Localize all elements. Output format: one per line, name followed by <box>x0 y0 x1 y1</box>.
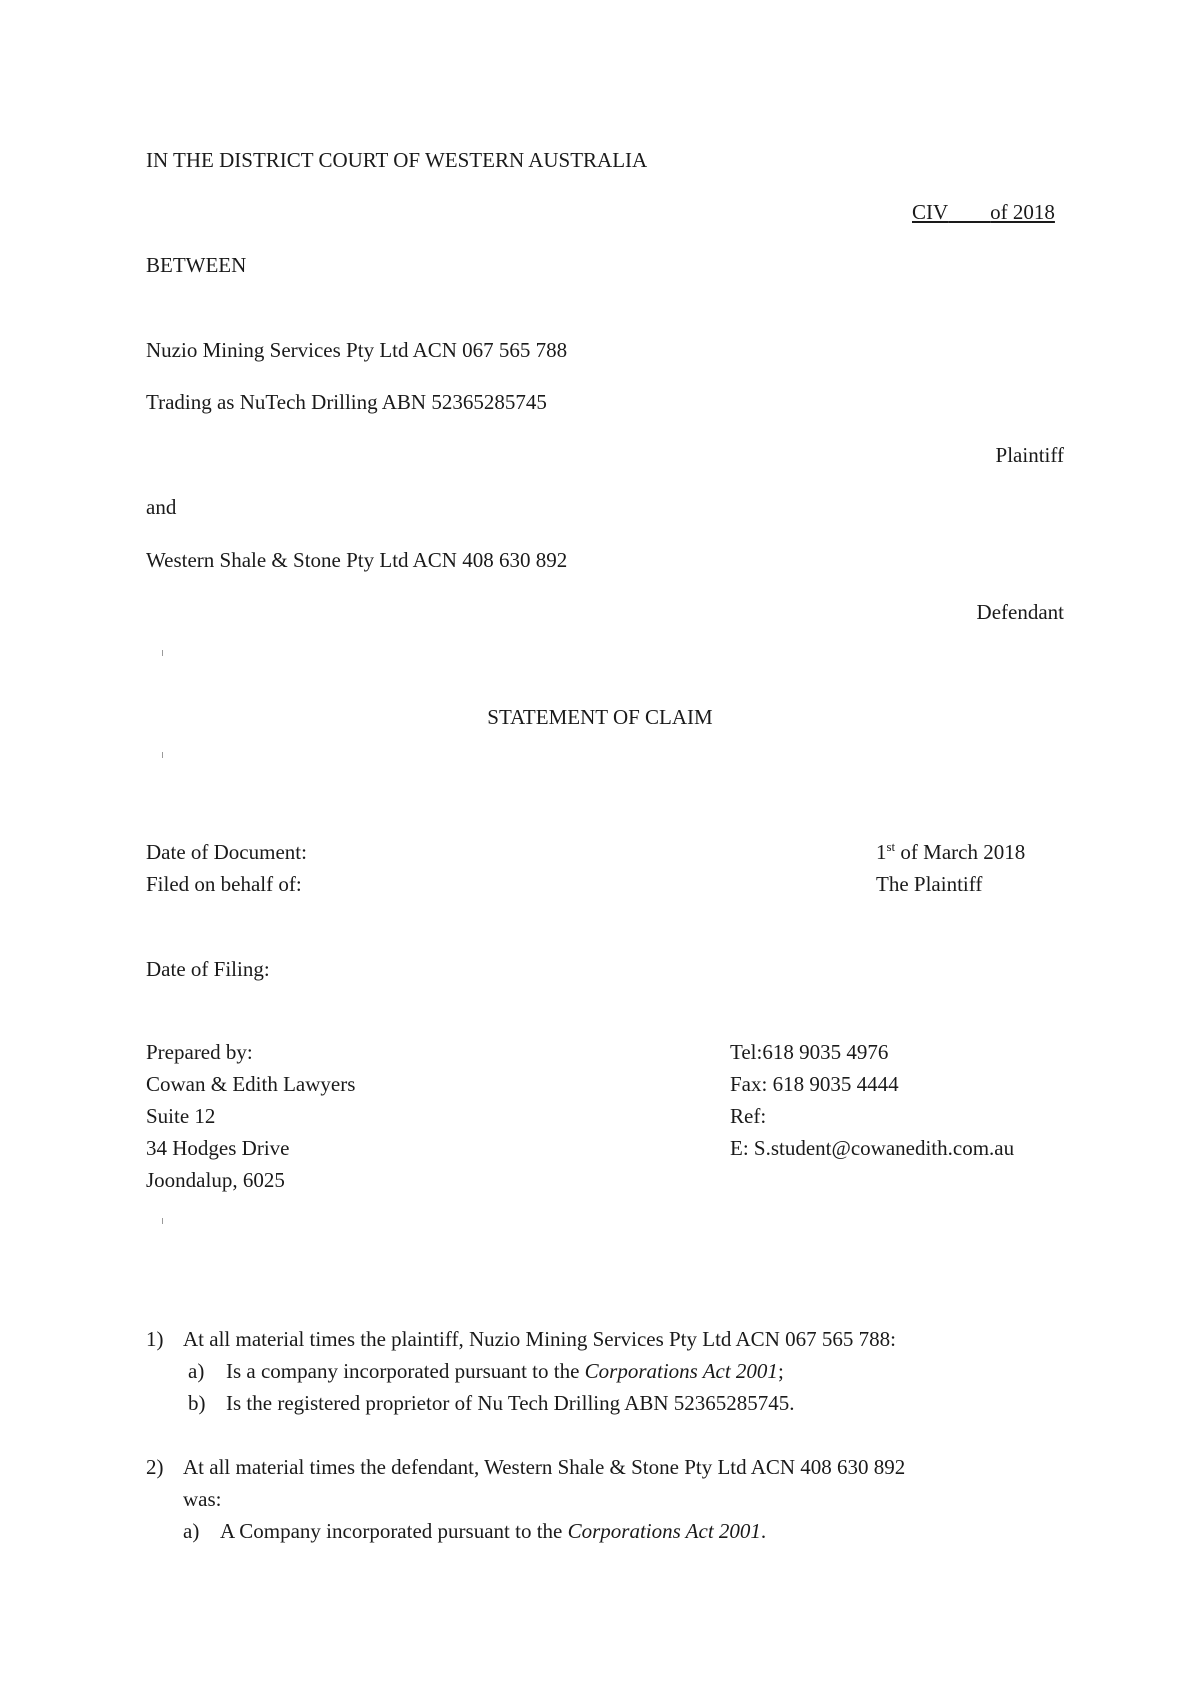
defendant-label: Defendant <box>976 600 1064 624</box>
claim-2a-post: . <box>760 1519 767 1543</box>
reference: Ref: <box>730 1104 767 1128</box>
date-of-filing-label: Date of Filing: <box>146 957 270 981</box>
date-of-document-value <box>876 840 1025 865</box>
contact-block <box>730 1036 1014 1164</box>
between-label: BETWEEN <box>146 253 247 277</box>
claim-1b-text: Is the registered proprietor of Nu Tech Drilling ABN 52365285745. <box>226 1391 795 1415</box>
claim-2-text-line2: was: <box>183 1487 222 1511</box>
claim-1b-number: b) <box>188 1391 206 1415</box>
claim-2a-text <box>220 1519 766 1544</box>
case-gap <box>948 200 990 224</box>
date-day: 1 <box>876 840 887 864</box>
telephone: Tel:618 9035 4976 <box>730 1040 889 1064</box>
firm-suburb: Joondalup, 6025 <box>146 1168 285 1192</box>
claim-1-number: 1) <box>146 1327 164 1351</box>
defendant-name: Western Shale & Stone Pty Ltd ACN 408 630 892 <box>146 548 568 572</box>
court-heading: IN THE DISTRICT COURT OF WESTERN AUSTRALIA <box>146 148 648 172</box>
filed-on-behalf-label: Filed on behalf of: <box>146 872 302 896</box>
plaintiff-label: Plaintiff <box>995 443 1064 467</box>
claim-2-text-line1: At all material times the defendant, Western Shale & Stone Pty Ltd ACN 408 630 892 <box>183 1455 906 1479</box>
claim-2a-number: a) <box>183 1519 200 1543</box>
and-label: and <box>146 495 177 519</box>
claim-1a-post: ; <box>777 1359 784 1383</box>
case-prefix: CIV <box>912 200 949 224</box>
claim-1a-number: a) <box>188 1359 205 1383</box>
paragraph-mark <box>162 752 163 758</box>
fax: Fax: 618 9035 4444 <box>730 1072 899 1096</box>
claim-2a-act: Corporations Act 2001 <box>567 1519 761 1543</box>
document-title: STATEMENT OF CLAIM <box>487 705 713 729</box>
claim-1a-act: Corporations Act 2001 <box>584 1359 778 1383</box>
email: E: S.student@cowanedith.com.au <box>730 1136 1015 1160</box>
prepared-by-label: Prepared by: <box>146 1040 253 1064</box>
firm-name: Cowan & Edith Lawyers <box>146 1072 356 1096</box>
case-number <box>912 200 1055 225</box>
claim-1a-pre: Is a company incorporated pursuant to the <box>226 1359 585 1383</box>
date-ordinal: st <box>886 839 896 854</box>
filed-on-behalf-value: The Plaintiff <box>876 872 983 896</box>
paragraph-mark <box>162 1218 163 1224</box>
plaintiff-trading: Trading as NuTech Drilling ABN 52365285745 <box>146 390 547 414</box>
plaintiff-name: Nuzio Mining Services Pty Ltd ACN 067 565 788 <box>146 338 568 362</box>
case-suffix: of 2018 <box>990 200 1055 224</box>
paragraph-mark <box>162 650 163 656</box>
date-rest: of March 2018 <box>895 840 1026 864</box>
firm-suite: Suite 12 <box>146 1104 216 1128</box>
date-of-document-label: Date of Document: <box>146 840 307 864</box>
firm-street: 34 Hodges Drive <box>146 1136 290 1160</box>
claim-1a-text <box>226 1359 784 1384</box>
claim-2-number: 2) <box>146 1455 164 1479</box>
prepared-by-block <box>146 1036 355 1196</box>
claim-2a-pre: A Company incorporated pursuant to the <box>220 1519 568 1543</box>
claim-1-text: At all material times the plaintiff, Nuzio Mining Services Pty Ltd ACN 067 565 788: <box>183 1327 896 1351</box>
